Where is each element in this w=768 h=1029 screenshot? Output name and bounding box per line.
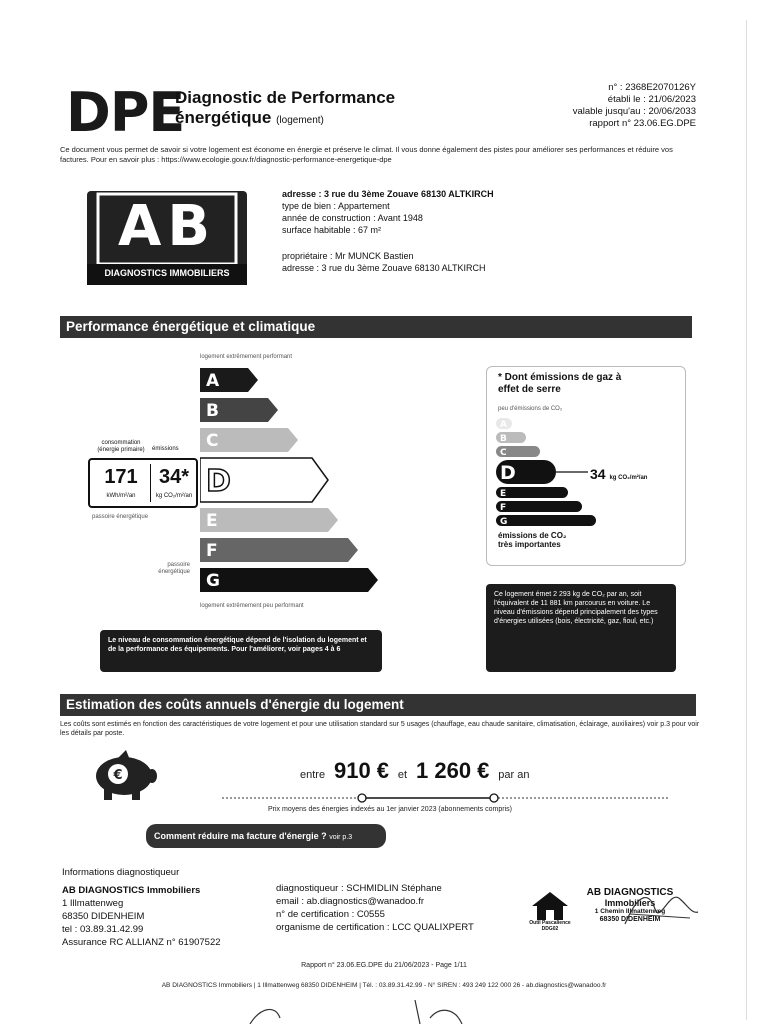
consumption-box [88,458,198,508]
ghg-class-letter-g: G [500,517,508,527]
document-meta [573,82,696,130]
piggy-bank-icon [88,750,158,802]
diag-city: 68350 DIDENHEIM [62,911,145,922]
reduce-bill-button[interactable] [146,824,386,848]
ghg-class-bar-e [496,487,568,498]
cost-per-year: par an [498,769,530,781]
diag-phone: tel : 03.89.31.42.99 [62,924,144,935]
tool-label: Outil Pascalience DDG02 [529,920,571,932]
ghg-class-letter-b: B [500,434,507,444]
intro-text: Ce document vous permet de savoir si votre logement est économe en énergie et préserve le climat. Il vous donne également des pistes pour améliorer ses performances et réduire vos factures. Pour en savoir plus : https://www.ecologie.gouv.fr/diagnostic-performance-energetique-dpe [60,145,673,164]
energy-class-letter-d: D [206,464,231,499]
page-edge-line [746,20,747,1020]
ghg-info-box: Ce logement émet 2 293 kg de CO₂ par an, soit l'équivalent de 11 881 km parcourus en voiture. Le niveau d'émissions dépend principalement des types d'énergies utilisées (bois, électricité, gaz, fioul, etc.) [486,584,676,672]
dpe-number: n° : 2368E2070126Y [608,82,696,93]
left-note-top: passoire énergétique [92,514,149,520]
ghg-class-letter-a: A [500,420,507,430]
property-year: année de construction : Avant 1948 [282,213,423,223]
property-type: type de bien : Appartement [282,201,390,211]
title-main: énergétique [175,108,272,127]
footer-company-line: AB DIAGNOSTICS Immobiliers | 1 Illmattenweg 68350 DIDENHEIM | Tél. : 03.89.31.42.99 - N° SIREN : 493 249 122 000 26 - ab.diagnostics@wanadoo.fr [161,982,607,989]
costs-intro: Les coûts sont estimés en fonction des caractéristiques de votre logement et pour une utilisation standard sur 5 usages (chauffage, eau chaude sanitaire, climatisation, éclairage, auxiliaires) voir p.3 pour voir les détails par poste. [60,721,700,737]
energy-scale [200,366,410,602]
property-address: adresse : 3 rue du 3ème Zouave 68130 ALTKIRCH [282,189,494,199]
signature-scribble [620,884,700,934]
diag-org: organisme de certification : LCC QUALIXPERT [276,922,474,933]
energy-class-letter-g: G [206,571,220,591]
owner-name: propriétaire : Mr MUNCK Bastien [282,251,414,261]
property-info [282,188,494,274]
reduce-bill-label: Comment réduire ma facture d'énergie ? [154,831,327,841]
diagnostician-company-block [62,884,221,949]
company-logo-letters: AB [117,194,217,259]
ghg-class-letter-d: D [500,462,516,484]
footer-report-line: Rapport n° 23.06.EG.DPE du 21/06/2023 - Page 1/11 [301,962,467,969]
diag-cert: n° de certification : C0555 [276,909,385,920]
ghg-bottom-label-2: très importantes [498,540,561,549]
ghg-class-bar-g [496,515,596,526]
emissions-value: 34* [158,466,190,488]
document-title [175,88,395,131]
bottom-signature-scribble [240,1000,500,1024]
title-suffix: (logement) [276,115,324,126]
diag-name: diagnostiqueur : SCHMIDLIN Stéphane [276,883,442,894]
consumption-divider [150,464,151,502]
reduce-bill-suffix: voir p.3 [329,834,353,841]
ghg-scale [496,418,682,530]
cost-range-line [222,790,670,800]
ghg-value-unit: kg CO₂/m²/an [609,475,648,481]
dpe-logo: DPE [66,81,185,144]
company-logo-caption: DIAGNOSTICS IMMOBILIERS [104,268,230,278]
valid-until-date: valable jusqu'au : 20/06/2033 [572,106,696,117]
energy-prices-note: Prix moyens des énergies indexés au 1er janvier 2023 (abonnements compris) [268,806,512,813]
property-surface: surface habitable : 67 m² [282,225,382,235]
stamp-line-2: Immobiliers [604,898,656,908]
house-icon [530,890,570,922]
energy-class-bar-g [200,568,378,592]
cost-low: 910 € [333,758,390,783]
consumption-label: consommation (énergie primaire) [97,440,145,453]
ghg-value-number: 34 [590,466,606,482]
left-note-bottom: passoire énergétique [158,562,190,575]
diag-street: 1 Illmattenweg [62,898,124,909]
emissions-label: émissions [152,446,179,452]
cost-high: 1 260 € [416,758,490,783]
emissions-unit: kg CO₂/m²/an [155,493,193,499]
energy-top-label: logement extrêmement performant [200,354,293,360]
title-line-2 [175,108,395,131]
ghg-class-letter-c: C [500,448,507,458]
energy-class-bar-f [200,538,358,562]
consumption-unit: kWh/m²/an [106,493,136,499]
diagnostician-heading: Informations diagnostiqueur [62,867,180,878]
ghg-class-letter-e: E [500,489,507,499]
ghg-value [590,466,647,482]
ghg-class-bar-f [496,501,582,512]
diag-company: AB DIAGNOSTICS Immobiliers [62,885,201,896]
ghg-scale-graphic [496,418,682,530]
report-number: rapport n° 23.06.EG.DPE [589,118,696,129]
energy-advice-box: Le niveau de consommation énergétique dépend de l'isolation du logement et de la performance des équipements. Pour l'améliorer, voir pages 4 à 6 [100,630,382,672]
cost-between: entre [300,769,326,781]
energy-class-letter-e: E [206,511,218,531]
cost-and: et [397,769,408,781]
diag-email: email : ab.diagnostics@wanadoo.fr [276,896,425,907]
diagnostician-person-block [276,882,474,934]
section-costs-title: Estimation des coûts annuels d'énergie du logement [60,694,696,716]
ghg-top-label: peu d'émissions de CO₂ [498,406,563,412]
established-date: établi le : 21/06/2023 [607,94,696,105]
energy-class-letter-c: C [206,431,219,451]
svg-text:€: € [113,768,123,783]
energy-class-bar-e [200,508,338,532]
stamp-line-1: AB DIAGNOSTICS [586,887,674,898]
ghg-title: * Dont émissions de gaz à effet de serre [498,372,622,395]
ghg-bottom-label [498,531,566,549]
section-energy-title: Performance énergétique et climatique [60,316,692,338]
energy-class-letter-b: B [206,401,219,421]
energy-scale-graphic [200,366,410,602]
energy-class-letter-a: A [206,371,220,391]
energy-class-letter-f: F [206,541,218,561]
company-logo [84,188,250,288]
title-line-1: Diagnostic de Performance [175,88,396,107]
cost-range [300,758,530,784]
ghg-bottom-label-1: émissions de CO₂ [498,531,567,540]
stamp-line-3: 1 Chemin Illmattenweg [594,908,666,915]
energy-bottom-label: logement extrêmement peu performant [200,603,304,609]
stamp-line-4: 68350 DIDENHEIM [599,916,661,923]
owner-address: adresse : 3 rue du 3ème Zouave 68130 ALTKIRCH [282,263,486,273]
diag-insurance: Assurance RC ALLIANZ n° 61907522 [62,937,221,948]
ghg-class-letter-f: F [500,503,507,513]
consumption-value: 171 [104,466,138,488]
